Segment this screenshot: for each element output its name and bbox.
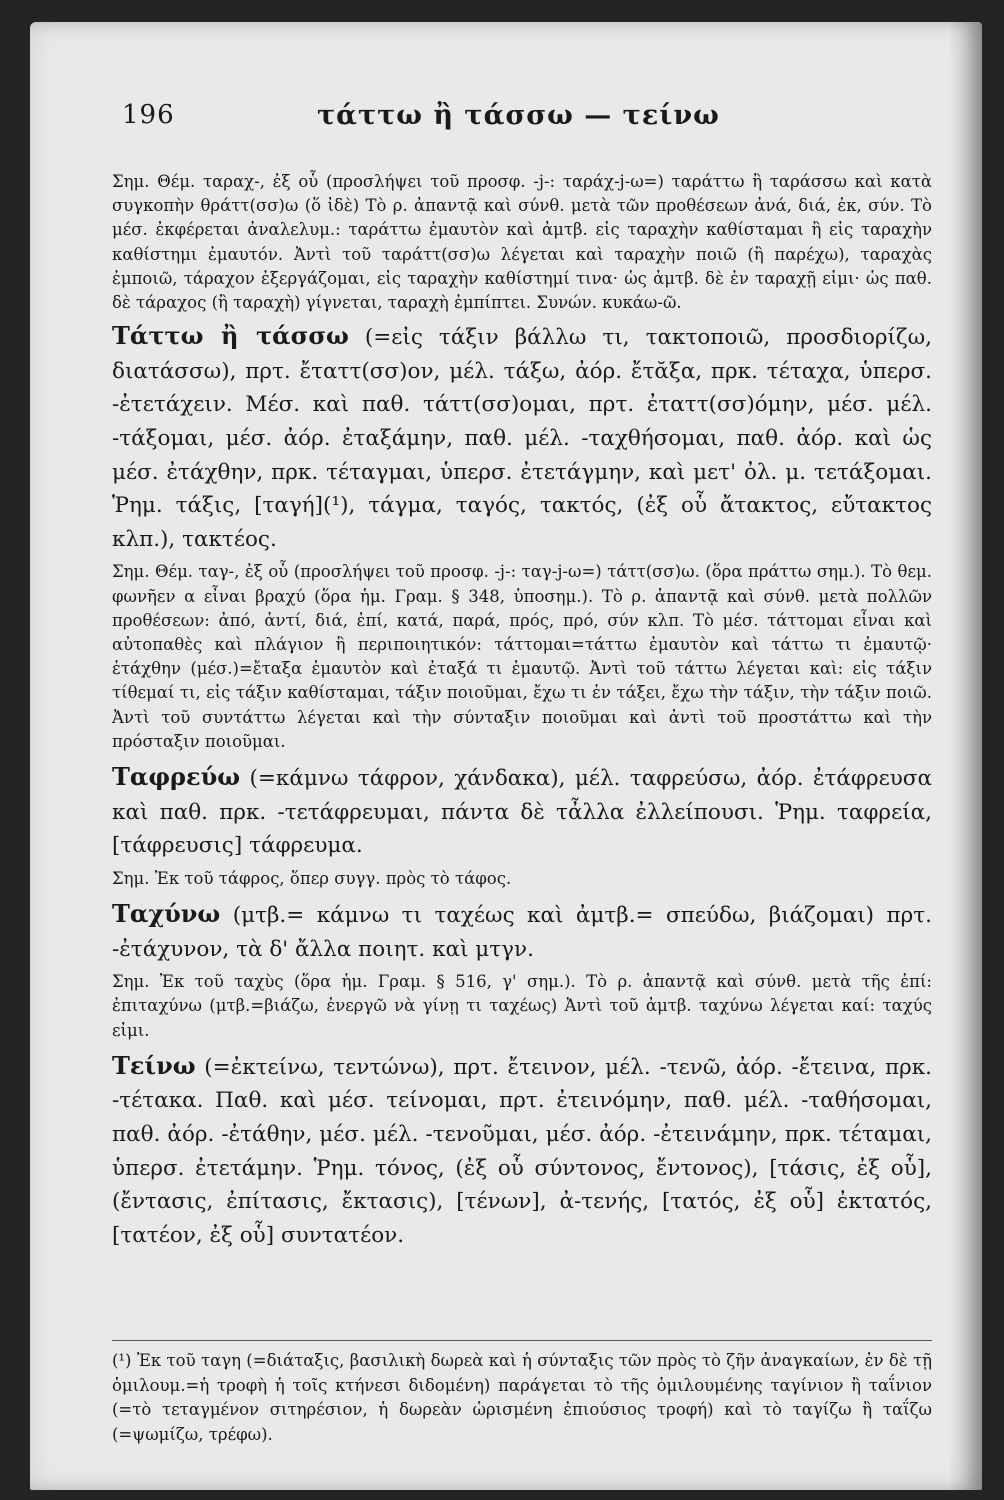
dictionary-entry xyxy=(112,760,932,863)
etymology-note: Σημ. Ἐκ τοῦ τάφρος, ὅπερ συγγ. πρὸς τὸ τάφος. xyxy=(112,868,512,888)
entry-headword: Ταχύνω xyxy=(112,898,221,928)
dictionary-entry xyxy=(112,319,932,556)
dictionary-body xyxy=(112,170,932,1252)
entry-headword: Ταφρεύω xyxy=(112,762,241,791)
entry-headword: Τάττω ἢ τάσσω xyxy=(112,321,349,351)
etymology-note: Σημ. Θέμ. ταγ-, ἐξ οὗ (προσλήψει τοῦ προσφ. -j-: ταγ-j-ω=) τάττ(σσ)ω. (ὅρα πράττω σημ.). Τὸ θεμ. φωνῆεν α εἶναι βραχύ (ὅρα ἡμ. Γραμ. § 348, ὑποσημ.). Τὸ ρ. ἀπαντᾷ καὶ σύνθ. μετὰ πολλῶν προθέσεων: ἀπό, ἀντί, διά, ἐπί, κατά, παρά, πρός, πρό, σύν κλπ. Τὸ μέσ. τάττομαι εἶναι καὶ αὐτοπαθὲς καὶ πλάγιον ἢ περιποιητικόν: τάττομαι=τάττω ἐμαυτὸν καὶ τάττω τι ἐμαυτῷ· ἐτάχθην (μέσ.)=ἔταξα ἐμαυτὸν καὶ ἐταξά τι ἐμαυτῷ. Ἀντὶ τοῦ τάττω λέγεται καὶ: εἰς τάξιν τίθεμαί τι, εἰς τάξιν καθίσταμαι, τάξιν ποιοῦμαι, ἔχω τι ἐν τάξει, ἔχω τὴν τάξιν, τὴν τάξιν ποιῶ. Ἀντὶ τοῦ συντάττω λέγεται καὶ τὴν σύνταξιν ποιοῦμαι καὶ ἀντὶ τοῦ προστάττω καὶ τὴν πρόσταξιν ποιοῦμαι. xyxy=(112,562,932,751)
entry-text: (=κάμνω τάφρον, χάνδακα), μέλ. ταφρεύσω, ἀόρ. ἐτάφρευσα καὶ παθ. πρκ. -τετάφρευμαι, πάντα δὲ τἆλλα ἐλλείπουσι. Ῥημ. ταφρεία, [τάφρευσις] τάφρευμα. xyxy=(112,766,932,859)
etymology-note: Σημ. Ἐκ τοῦ ταχὺς (ὅρα ἡμ. Γραμ. § 516, γ' σημ.). Τὸ ρ. ἀπαντᾷ καὶ σύνθ. μετὰ τῆς ἐπί: ἐπιταχύνω (μτβ.=βιάζω, ἐνεργῶ νὰ γίνῃ τι ταχέως) Ἀντὶ τοῦ ἀμτβ. ταχύνω λέγεται καί: ταχύς εἰμι. xyxy=(112,972,932,1040)
entry-text: (μτβ.= κάμνω τι ταχέως καὶ ἀμτβ.= σπεύδω, βιάζομαι) πρτ. -ἐτάχυνον, τὰ δ' ἄλλα ποιητ. καὶ μτγν. xyxy=(112,902,932,962)
entry-text: (=ἐκτείνω, τεντώνω), πρτ. ἔτεινον, μέλ. -τενῶ, ἀόρ. -ἔτεινα, πρκ. -τέτακα. Παθ. καὶ μέσ. τείνομαι, πρτ. ἐτεινόμην, παθ. μέλ. -ταθήσομαι, παθ. ἀόρ. -ἐτάθην, μέσ. μέλ. -τενοῦμαι, μέσ. ἀόρ. -ἐτεινάμην, πρκ. τέταμαι, ὑπερσ. ἐτετάμην. Ῥημ. τόνος, (ἐξ οὗ σύντονος, ἔντονος), [τάσις, ἐξ οὗ], (ἔντασις, ἐπίτασις, ἔκτασις), [τένων], ἀ-τενής, [τατός, ἐξ οὗ] ἐκτατός, [τατέον, ἐξ οὗ] συντατέον. xyxy=(112,1054,932,1248)
footnotes xyxy=(112,1340,932,1447)
footnote: (¹) Ἐκ τοῦ ταγη (=διάταξις, βασιλικὴ δωρεὰ καὶ ἡ σύνταξις τῶν πρὸς τὸ ζῆν ἀναγκαίων, ἐν δὲ τῇ ὁμιλουμ.=ἡ τροφὴ ἡ τοῖς κτήνεσι διδομένη) παράγεται τὸ τῆς ὁμιλουμένης ταγίνιον ἢ ταΐνιον (=τὸ τεταγμένον σιτηρέσιον, ἡ δωρεὰν ὡρισμένη ἐπιούσιος τροφή) καὶ τὸ ταγίζω ἢ ταΐζω (=ψωμίζω, τρέφω). xyxy=(112,1351,932,1444)
etymology-note: Σημ. Θέμ. ταραχ-, ἐξ οὗ (προσλήψει τοῦ προσφ. -j-: ταράχ-j-ω=) ταράττω ἢ ταράσσω καὶ κατὰ συγκοπὴν θράττ(σσ)ω (ὅ ἰδὲ) Τὸ ρ. ἀπαντᾷ καὶ σύνθ. μετὰ τῶν προθέσεων ἀνά, διά, ἐκ, σύν. Τὸ μέσ. ἐκφέρεται ἀναλελυμ.: ταράττω ἐμαυτὸν καὶ ἀμτβ. εἰς ταραχὴν καθίσταμαι ἢ εἰς ταραχὴν καθίστημι ἐμαυτόν. Ἀντὶ τοῦ ταράττ(σσ)ω λέγεται καὶ ταραχὴν ποιῶ (ἢ παρέχω), ταραχὰς ἐμποιῶ, τάραχον ἐξεργάζομαι, εἰς ταραχὴν καθίστημί τινα· ὡς ἀμτβ. δὲ ἐν ταραχῇ εἰμι· ὡς παθ. δὲ τάραχος (ἢ ταραχὴ) γίγνεται, ταραχὴ ἐμπίπτει. Συνών. κυκάω-ῶ. xyxy=(112,172,932,313)
book-page xyxy=(30,22,982,1490)
entry-text: (=εἰς τάξιν βάλλω τι, τακτοποιῶ, προσδιορίζω, διατάσσω), πρτ. ἔταττ(σσ)ον, μέλ. τάξω, ἀόρ. ἔτᾰξα, πρκ. τέταχα, ὑπερσ. -ἐτετάχειν. Μέσ. καὶ παθ. τάττ(σσ)ομαι, πρτ. ἐταττ(σσ)όμην, μέσ. μέλ. -τάξομαι, μέσ. ἀόρ. ἐταξάμην, παθ. μέλ. -ταχθήσομαι, παθ. ἀόρ. καὶ ὡς μέσ. ἐτάχθην, πρκ. τέταγμαι, ὑπερσ. ἐτετάγμην, καὶ μετ' ὀλ. μ. τετάξομαι. Ῥημ. τάξις, [ταγή](¹), τάγμα, ταγός, τακτός, (ἐξ οὗ ἄτακτος, εὔτακτος κλπ.), τακτέος. xyxy=(112,325,932,552)
entry-headword: Τείνω xyxy=(112,1050,196,1080)
running-head: τάττω ἢ τάσσω — τείνω xyxy=(317,100,720,131)
dictionary-entry xyxy=(112,1049,932,1253)
dictionary-entry xyxy=(112,897,932,966)
page-number: 196 xyxy=(122,100,175,130)
page-header xyxy=(122,100,902,140)
